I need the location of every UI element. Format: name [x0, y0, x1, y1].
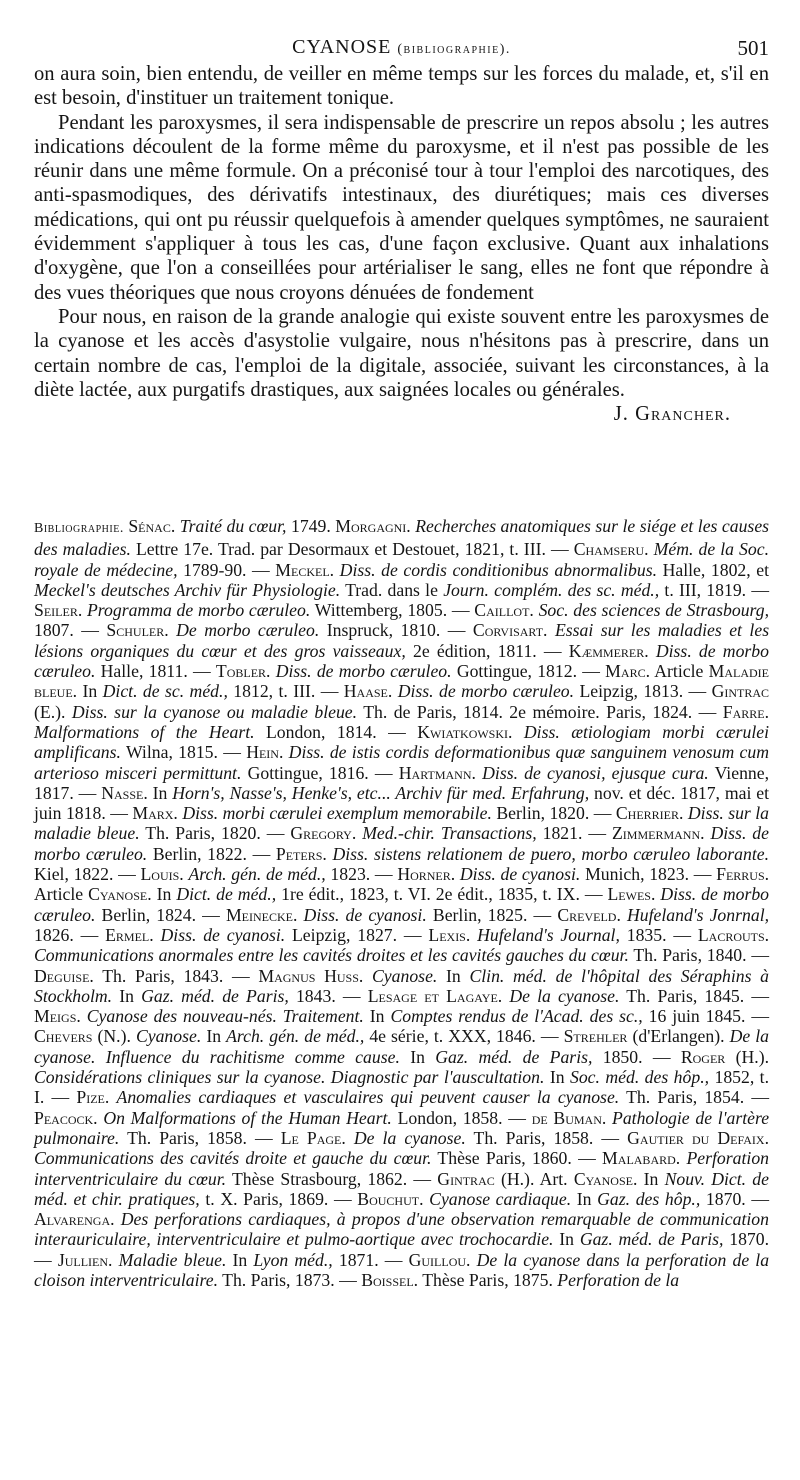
bibliography-entry [357, 1189, 745, 1209]
work-title: Comptes rendus de l'Acad. des sc., [390, 1006, 643, 1027]
bibliography-entry [344, 681, 683, 701]
work-title: De la cyanose dans la perforation de la cloison interventriculaire. [34, 1249, 770, 1290]
reference-detail: Th. Paris, 1845. [626, 985, 745, 1006]
reference-detail: Th. Paris, 1873. [222, 1269, 335, 1290]
work-title: Diss. de morbo cæruleo. [275, 661, 452, 682]
reference-detail: Halle, 1811. [100, 661, 188, 682]
reference-detail: 1835. [626, 924, 667, 945]
work-title: Pathologie de l'artère pulmonaire. [34, 1107, 770, 1148]
reference-detail: Wilna, 1815. [125, 742, 218, 763]
author-name: Marc. [605, 661, 650, 682]
reference-detail: 1821. [542, 823, 583, 844]
reference-detail: In [206, 1026, 222, 1047]
work-title: Diss. de istis cordis deformationibus quæ sanguinem venosum cum arterioso misceri permittunt. [34, 742, 769, 783]
work-title: Perforation interventriculaire du cœur. [34, 1148, 770, 1189]
bibliography-entry [105, 925, 397, 945]
author-name: Magnus Huss. [258, 965, 364, 986]
reference-detail: Th. de Paris, 1814. 2e mémoire. Paris, 1824. [363, 701, 693, 722]
reference-detail: Th. Paris, 1843. [102, 965, 224, 986]
reference-detail: Lettre 17e. Trad. par Desormaux et Destouet, 1821, t. III. [135, 539, 546, 560]
reference-detail: Berlin, 1822. [152, 843, 247, 864]
author-name: Corvisart. [472, 620, 548, 641]
work-title: Diss. de cyanosi. [303, 904, 427, 925]
author-name: Hartmann. [398, 762, 476, 783]
reference-detail: In [152, 782, 168, 803]
work-title: Maladie bleue. [118, 1249, 227, 1270]
work-title: De la cyanose. Influence du rachitisme comme cause. [34, 1026, 769, 1067]
reference-detail: In [82, 681, 98, 702]
reference-detail: 1870. [705, 1188, 746, 1209]
bibliography [34, 516, 769, 1290]
work-title: Diss. de morbo cæruleo. [34, 640, 769, 682]
work-title: Arch. gén. de méd., [188, 864, 326, 885]
work-title: De la cyanose. [509, 985, 620, 1006]
work-title: Essai sur les maladies et les lésions organiques du cœur et des gros vaisseaux, [34, 620, 770, 661]
reference-detail: 1852, t. I. [34, 1067, 770, 1108]
bibliography-entry [106, 620, 440, 640]
author-signature: J. Grancher. [613, 403, 731, 426]
author-name: Zimmermann. [611, 823, 705, 844]
reference-detail: t. III, 1819. [664, 579, 747, 600]
work-title: Gaz. méd. de Paris, [435, 1046, 593, 1067]
work-title: Mém. de la Soc. royale de médecine, [34, 539, 770, 580]
author-name: Boissel. [361, 1269, 419, 1290]
work-title: Gaz. méd. de Paris, [579, 1229, 724, 1250]
work-title: Communications anormales entre les cavités droites et les cavités gauches du cœur. [34, 945, 629, 966]
reference-detail: Wittemberg, 1805. [314, 600, 448, 621]
reference-detail: In [119, 985, 134, 1006]
work-title: Horn's, Nasse's, Henke's, etc... Archiv für med. Erfahrung, [172, 782, 590, 803]
body-text [34, 62, 769, 426]
work-title: Diss. morbi cærulei exemplum memorabile. [182, 803, 492, 824]
author-name: Cyanose. [573, 1168, 638, 1189]
reference-detail: In [369, 1006, 385, 1027]
reference-detail: Berlin, 1825. [432, 904, 528, 925]
reference-detail: Berlin, 1824. [101, 904, 197, 925]
reference-detail: nov. et déc. 1817, mai et juin 1818. [34, 782, 770, 824]
work-title: Diss. de cyanosi, ejusque cura. [482, 762, 709, 783]
author-name: Alvarenga. [34, 1209, 115, 1230]
bibliography-entry [290, 823, 582, 843]
author-name: Jullien. [57, 1249, 113, 1270]
work-title: Anomalies cardiaques et vasculaires qui peuvent causer la cyanose. [116, 1087, 620, 1108]
reference-detail: 1850. [602, 1046, 643, 1067]
work-title: Diss. sur la maladie bleue. [34, 803, 770, 844]
work-title: Diss. sistens relationem de puero, morbo cæruleo laborante. [332, 843, 770, 864]
work-title: Hufeland's Jonrnal, [626, 904, 770, 925]
running-title [34, 36, 769, 59]
reference-detail: Th. Paris, 1854. [626, 1087, 745, 1108]
bibliography-entry [76, 1087, 744, 1107]
author-name: Morgagni. [335, 516, 411, 536]
author-name: Ferrus. [716, 864, 770, 885]
reference-detail: Inspruck, 1810. [326, 620, 441, 641]
reference-detail: 1823. [330, 864, 371, 885]
work-title: Diss. de morbo cæruleo. [34, 823, 769, 864]
reference-detail: Th. Paris, 1840. [633, 945, 747, 966]
reference-detail: Halle, 1802, et [662, 559, 769, 580]
running-header [34, 36, 769, 62]
work-title: Diss. sur la cyanose ou maladie bleue. [71, 701, 358, 722]
author-name: Roger [680, 1046, 726, 1067]
author-name: Nasse. [101, 782, 148, 803]
work-title: Dict. de sc. méd., [102, 681, 228, 702]
work-title: Meckel's deutsches Archiv für Physiologie. [34, 579, 341, 600]
reference-detail: Thèse Strasbourg, 1862. [231, 1168, 408, 1189]
bibliography-entry [34, 1209, 769, 1249]
reference-detail: (d'Erlangen). [632, 1026, 725, 1047]
reference-detail: Berlin, 1820. [496, 803, 590, 824]
author-name: Malabard. [602, 1148, 681, 1169]
bibliography-entry [34, 600, 447, 620]
paragraph: Pendant les paroxysmes, il sera indispensable de prescrire un repos absolu ; les autres indications découlent de la forme même du paroxysme, et il n'est pas possible de les réunir dans une même formule. On a préconisé tour à tour l'emploi des narcotiques, des anti-spasmodiques, des dérivatifs intestinaux, des diurétiques; mais ces diverses médications, qui ont pu réussir quelquefois à amender quelques symptômes, ne sauraient évidemment s'appliquer à tous les cas, d'une façon exclusive. Quant aux inhalations d'oxygène, que l'on a conseillées pour artérialiser le sang, elles ne font que répondre à des vues théoriques que nous croyons dénuées de fondement [34, 111, 769, 304]
author-name: Farre. [722, 701, 770, 722]
reference-detail: In [232, 1249, 248, 1270]
author-name: Gautier du Defaix. [627, 1127, 769, 1148]
author-name: Kæmmerer. [568, 640, 649, 661]
work-title: Des perforations cardiaques, à propos d'une observation remarquable de communication interauriculaire, interventriculaire et pulmo-aortique avec trochocardie. [34, 1209, 769, 1250]
author-name: de Buman. [531, 1107, 607, 1128]
bibliography-entry [132, 803, 589, 823]
author-name: Gregory. [290, 823, 357, 844]
author-name: Caillot. [474, 600, 534, 621]
author-name: Peacock. [34, 1107, 98, 1128]
author-signature-line [34, 402, 769, 426]
reference-detail: London, 1814. [266, 721, 377, 742]
author-name: Horner. [397, 864, 456, 885]
page-number: 501 [737, 36, 769, 60]
reference-detail: Kiel, 1822. [34, 864, 114, 885]
reference-detail: Vienne, 1817. [34, 762, 770, 803]
author-name: Lexis. [428, 924, 471, 945]
bibliography-entry [34, 1026, 536, 1046]
work-title: Malformations of the Heart. [34, 721, 255, 742]
author-name: Gintrac [437, 1168, 495, 1189]
author-name: Strehler [563, 1026, 628, 1047]
reference-detail: Gottingue, 1812. [456, 661, 578, 682]
author-name: Chamseru. [573, 539, 649, 560]
reference-detail: 1re édit., 1823, t. VI. 2e édit., 1835, t. IX. [281, 884, 580, 905]
author-name: Creveld. [557, 904, 621, 925]
title-main: CYANOSE [292, 36, 392, 58]
reference-detail: Leipzig, 1813. [579, 681, 684, 702]
work-title: Programma de morbo cæruleo. [86, 600, 311, 621]
work-title: Soc. méd. des hôp., [569, 1067, 710, 1088]
reference-detail: London, 1858. [397, 1107, 503, 1128]
author-name: Louis. [140, 864, 184, 885]
reference-detail: In [643, 1168, 659, 1189]
author-name: Meckel. [275, 559, 335, 580]
author-name: Lesage et Lagaye. [367, 985, 503, 1006]
work-title: Perforation de la [557, 1269, 680, 1290]
work-title: Cyanose. [135, 1026, 202, 1047]
reference-detail: 1812, t. III. [233, 681, 316, 702]
title-sub: (bibliographie). [397, 42, 511, 57]
work-title: Traité du cœur, [179, 516, 287, 536]
reference-detail: 1843. [295, 985, 336, 1006]
author-name: Haase. [343, 681, 393, 702]
work-title: Soc. des sciences de Strasbourg, [538, 600, 770, 621]
reference-detail: Thèse Paris, 1860. [437, 1148, 572, 1169]
author-name: Seiler. [34, 600, 83, 621]
bibliography-entry [368, 986, 744, 1006]
work-title: De la cyanose. [353, 1127, 466, 1148]
author-name: Le Page. [280, 1127, 346, 1148]
work-title: Recherches anatomiques sur le siége et les causes des maladies. [34, 516, 770, 560]
bibliography-entry [226, 905, 527, 925]
reference-detail: Trad. dans le [345, 579, 438, 600]
author-name: Sénac. [128, 516, 176, 536]
paragraph: on aura soin, bien entendu, de veiller en même temps sur les forces du malade, et, s'il en est besoin, d'instituer un traitement tonique. [34, 63, 769, 110]
work-title: Considérations cliniques sur la cyanose. Diagnostic par l'auscultation. [34, 1067, 545, 1088]
author-name: Meigs. [34, 1006, 81, 1027]
bibliography-entry [34, 1108, 503, 1128]
author-name: Guillou. [408, 1249, 471, 1270]
reference-detail: 16 juin 1845. [648, 1006, 746, 1027]
reference-detail: In [559, 1229, 575, 1250]
bibliography-entry [58, 1250, 379, 1270]
bibliography-entry [34, 966, 223, 986]
work-title: Cyanose cardiaque. [429, 1188, 572, 1209]
work-title: Communications des cavités droite et gauche du cœur. [34, 1148, 432, 1169]
bibliography-entry [216, 661, 577, 681]
author-name: Chevers [34, 1026, 93, 1047]
reference-detail: 1789-90. [183, 559, 247, 580]
work-title: On Malformations of the Human Heart. [103, 1107, 392, 1128]
reference-detail: In [446, 965, 461, 986]
work-title: Diss. de cyanosi. [160, 924, 286, 945]
author-name: Schuler. [106, 620, 169, 641]
reference-detail: t. X. Paris, 1869. [205, 1188, 329, 1209]
reference-detail: Th. Paris, 1858. [127, 1127, 247, 1148]
work-title: Gaz. méd. de Paris, [141, 985, 289, 1006]
reference-detail: Leipzig, 1827. [292, 924, 398, 945]
paragraph: Pour nous, en raison de la grande analogie qui existe souvent entre les paroxysmes de la cyanose et les accès d'asystolie vulgaire, nous n'hésitons pas à prescrire, dans un certain nombre de cas, l'emploi de la digitale, associée, suivant les circonstances, à la diète lactée, aux purgatifs drastiques, aux saignées locales ou générales. [34, 305, 769, 401]
bibliography-entry [281, 1128, 594, 1148]
reference-detail: (H.). Art. [500, 1168, 568, 1189]
author-name: Cyanose. [88, 884, 152, 905]
reference-detail: 1749. [290, 516, 331, 536]
bibliography-paragraph: Bibliographie. Sénac. Traité du cœur, 1749. Morgagni. Recherches anatomiques sur le siége et les causes des maladies. Lettre 17e. Trad. par Desormaux et Destouet, 1821, t. III. — Chamseru. Mém. de la Soc. royale de médecine, 1789-90. — Meckel. Diss. de cordis conditionibus abnormalibus. Halle, 1802, et Meckel's deutsches Archiv für Physiologie. Trad. dans le Journ. complém. des sc. méd., t. III, 1819. — Seiler. Programma de morbo cæruleo. Wittemberg, 1805. — Caillot. Soc. des sciences de Strasbourg, 1807. — Schuler. De morbo cæruleo. Inspruck, 1810. — Corvisart. Essai sur les maladies et les lésions organiques du cœur et des gros vaisseaux, 2e édition, 1811. — Kæmmerer. Diss. de morbo cæruleo. Halle, 1811. — Tobler. Diss. de morbo cæruleo. Gottingue, 1812. — Marc. Article Maladie bleue. In Dict. de sc. méd., 1812, t. III. — Haase. Diss. de morbo cæruleo. Leipzig, 1813. — Gintrac (E.). Diss. sur la cyanose ou maladie bleue. Th. de Paris, 1814. 2e mémoire. Paris, 1824. — Farre. Malformations of the Heart. London, 1814. — Kwiatkowski. Diss. ætiologiam morbi cærulei amplificans. Wilna, 1815. — Hein. Diss. de istis cordis deformationibus quæ sanguinem venosum cum arterioso misceri permittunt. Gottingue, 1816. — Hartmann. Diss. de cyanosi, ejusque cura. Vienne, 1817. — Nasse. In Horn's, Nasse's, Henke's, etc... Archiv für med. Erfahrung, nov. et déc. 1817, mai et juin 1818. — Marx. Diss. morbi cærulei exemplum memorabile. Berlin, 1820. — Cherrier. Diss. sur la maladie bleue. Th. Paris, 1820. — Gregory. Med.-chir. Transactions, 1821. — Zimmermann. Diss. de morbo cæruleo. Berlin, 1822. — Peters. Diss. sistens relationem de puero, morbo cæruleo laborante. Kiel, 1822. — Louis. Arch. gén. de méd., 1823. — Horner. Diss. de cyanosi. Munich, 1823. — Ferrus. Article Cyanose. In Dict. de méd., 1re édit., 1823, t. VI. 2e édit., 1835, t. IX. — Lewes. Diss. de morbo cæruleo. Berlin, 1824. — Meinecke. Diss. de cyanosi. Berlin, 1825. — Creveld. Hufeland's Jonrnal, 1826. — Ermel. Diss. de cyanosi. Leipzig, 1827. — Lexis. Hufeland's Journal, 1835. — Lacrouts. Communications anormales entre les cavités droites et les cavités gauches du cœur. Th. Paris, 1840. — Deguise. Th. Paris, 1843. — Magnus Huss. Cyanose. In Clin. méd. de l'hôpital des Séraphins à Stockholm. In Gaz. méd. de Paris, 1843. — Lesage et Lagaye. De la cyanose. Th. Paris, 1845. — Meigs. Cyanose des nouveau-nés. Traitement. In Comptes rendus de l'Acad. des sc., 16 juin 1845. — Chevers (N.). Cyanose. In Arch. gén. de méd., 4e série, t. XXX, 1846. — Strehler (d'Erlangen). De la cyanose. Influence du rachitisme comme cause. In Gaz. méd. de Paris, 1850. — Roger (H.). Considérations cliniques sur la cyanose. Diagnostic par l'auscultation. In Soc. méd. des hôp., 1852, t. I. — Pize. Anomalies cardiaques et vasculaires qui peuvent causer la cyanose. Th. Paris, 1854. — Peacock. On Malformations of the Human Heart. London, 1858. — de Buman. Pathologie de l'artère pulmonaire. Th. Paris, 1858. — Le Page. De la cyanose. Th. Paris, 1858. — Gautier du Defaix. Communications des cavités droite et gauche du cœur. Thèse Paris, 1860. — Malabard. Perforation interventriculaire du cœur. Thèse Strasbourg, 1862. — Gintrac (H.). Art. Cyanose. In Nouv. Dict. de méd. et chir. pratiques, t. X. Paris, 1869. — Bouchut. Cyanose cardiaque. In Gaz. des hôp., 1870. — Alvarenga. Des perforations cardiaques, à propos d'une observation remarquable de communication interauriculaire, interventriculaire et pulmo-aortique avec trochocardie. In Gaz. méd. de Paris, 1870. — Jullien. Maladie bleue. In Lyon méd., 1871. — Guillou. De la cyanose dans la perforation de la cloison interventriculaire. Th. Paris, 1873. — Boissel. Thèse Paris, 1875. Perforation de la [34, 516, 770, 1290]
work-title: Lyon méd., [253, 1249, 333, 1270]
author-name: Meinecke. [225, 904, 298, 925]
author-name: Ermel. [105, 924, 154, 945]
work-title: Diss. ætiologiam morbi cærulei amplificans. [34, 721, 770, 763]
reference-detail: Thèse Paris, 1875. [422, 1269, 553, 1290]
reference-detail: 1807. [34, 620, 74, 641]
reference-detail: Th. Paris, 1820. [145, 823, 261, 844]
work-title: Nouv. Dict. de méd. et chir. pratiques, [34, 1168, 770, 1209]
reference-detail: Gottingue, 1816. [247, 762, 369, 783]
bibliography-entry [361, 1270, 679, 1290]
reference-detail: In [410, 1046, 425, 1067]
work-title: Gaz. des hôp., [597, 1188, 701, 1209]
author-name: Pize. [76, 1087, 110, 1108]
author-name: Hein. [246, 742, 284, 763]
reference-detail: 4e série, t. XXX, 1846. [369, 1026, 536, 1047]
reference-detail: (E.). [34, 701, 66, 722]
bibliography-entry [34, 1006, 745, 1026]
work-title: Dict. de méd., [176, 884, 277, 905]
work-title: Cyanose. [372, 965, 438, 986]
bibliography-entry [397, 864, 689, 884]
author-name: Lacrouts. [697, 924, 770, 945]
work-title: Arch. gén. de méd., [226, 1026, 365, 1047]
work-title: Diss. de morbo cæruleo. [34, 884, 770, 925]
reference-detail: Th. Paris, 1858. [473, 1127, 594, 1148]
reference-detail: Munich, 1823. [585, 864, 690, 885]
author-name: Gintrac [711, 681, 770, 702]
bibliography-entry [428, 925, 666, 945]
author-name: Lewes. [607, 884, 656, 905]
author-name: Kwiatkowski. [417, 721, 513, 742]
reference-detail: 1871. [338, 1249, 379, 1270]
work-title: Diss. de morbo cæruleo. [397, 681, 575, 702]
bibliography-lead: Bibliographie. [34, 521, 124, 536]
work-title: De morbo cæruleo. [176, 620, 320, 641]
work-title: Med.-chir. Transactions, [362, 823, 537, 844]
author-name: Tobler. [215, 661, 271, 682]
reference-detail: In [549, 1067, 565, 1088]
work-title: Clin. méd. de l'hôpital des Séraphins à Stockholm. [34, 965, 770, 1006]
work-title: Cyanose des nouveau-nés. Traitement. [86, 1006, 364, 1027]
reference-detail: 2e édition, 1811. [412, 640, 537, 661]
reference-detail: (H.). [735, 1046, 770, 1067]
work-title: Journ. complém. des sc. méd., [443, 579, 660, 600]
author-name: Bouchut. [357, 1188, 424, 1209]
work-title: Diss. de cyanosi. [459, 864, 581, 885]
reference-detail: 1870. [729, 1229, 770, 1250]
reference-detail: Article [34, 884, 84, 905]
reference-detail: In [156, 884, 172, 905]
reference-detail: Article [654, 661, 704, 682]
author-name: Cherrier. [615, 803, 684, 824]
document-page [34, 0, 769, 1480]
work-title: Diss. de cordis conditionibus abnormalibus. [339, 559, 658, 580]
author-name: Peters. [275, 843, 327, 864]
author-name: Deguise. [34, 965, 94, 986]
reference-detail: In [576, 1188, 592, 1209]
bibliography-entry [141, 864, 371, 884]
reference-detail: (N.). [97, 1026, 131, 1047]
reference-detail: 1826. [34, 924, 74, 945]
author-name: Maladie bleue. [34, 661, 769, 702]
work-title: Hufeland's Journal, [477, 924, 620, 945]
author-name: Marx. [132, 803, 178, 824]
